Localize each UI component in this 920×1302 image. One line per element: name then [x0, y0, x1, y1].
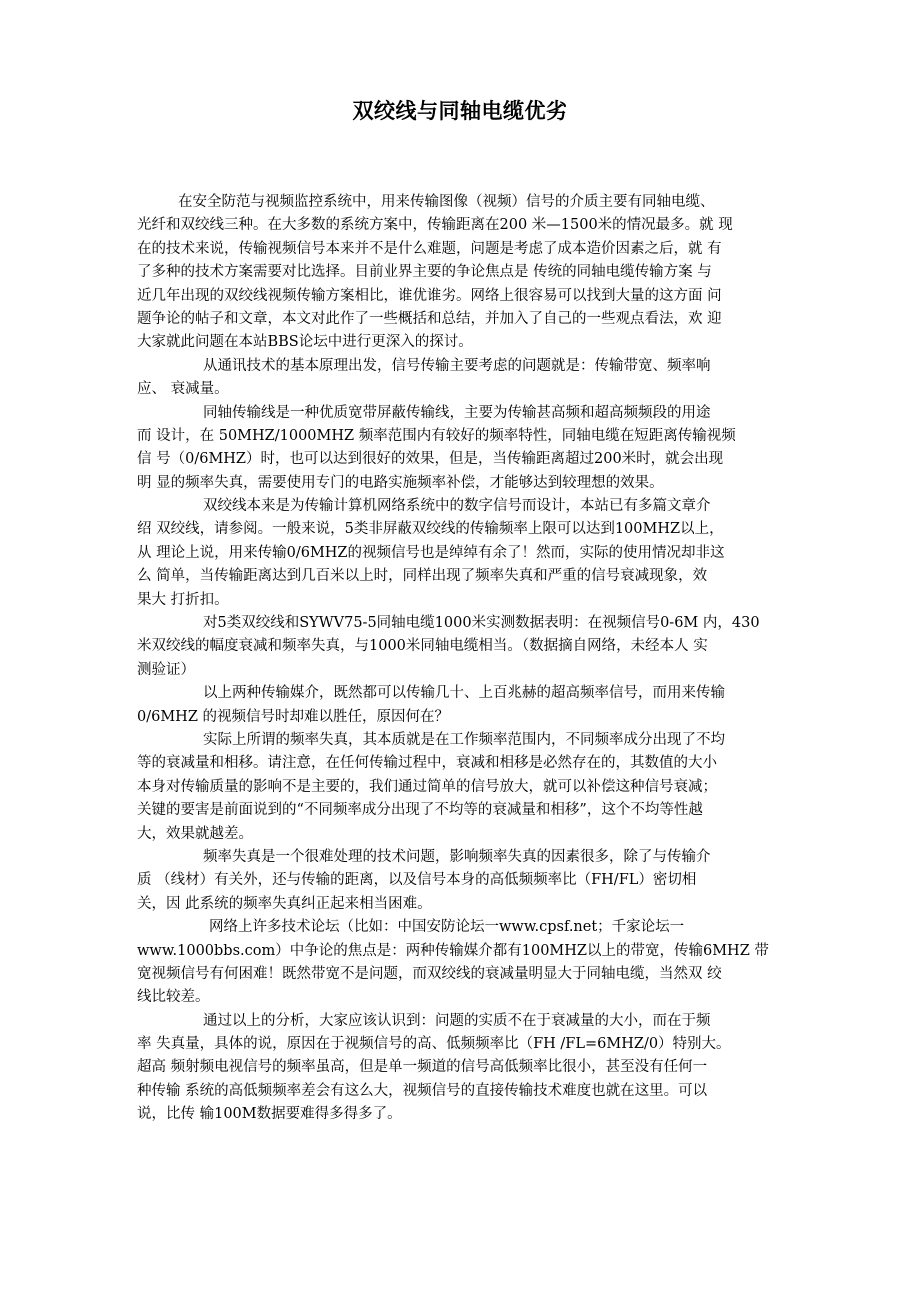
text-line: 同轴传输线是一种优质宽带屏蔽传输线，主要为传输甚高频和超高频频段的用途 — [203, 404, 711, 421]
text-line: 近几年出现的双绞线视频传输方案相比，谁优谁劣。网络上很容易可以找到大量的这方面 问 — [137, 287, 722, 304]
text-line: 在的技术来说，传输视频信号本来并不是什么难题，问题是考虑了成本造价因素之后，就 有 — [137, 240, 722, 257]
text-line: 通过以上的分析，大家应该认识到：问题的实质不在于衰减量的大小，而在于频 — [203, 1012, 711, 1029]
text-line: 说，比传 输100M数据要难得多得多了。 — [137, 1106, 402, 1123]
paragraph-twisted-pair — [137, 495, 799, 612]
paragraph-question — [137, 682, 799, 729]
text-line: 在安全防范与视频监控系统中，用来传输图像（视频）信号的介质主要有同轴电缆、 — [178, 194, 715, 210]
text-line: 光纤和双绞线三种。在大多数的系统方案中，传输距离在200 米—1500米的情况最多。就 现 — [137, 217, 733, 234]
text-line: 大家就此问题在本站BBS论坛中进行更深入的探讨。 — [137, 334, 473, 351]
text-line: 从通讯技术的基本原理出发，信号传输主要考虑的问题就是：传输带宽、频率响 — [203, 357, 711, 374]
text-line: 明 显的频率失真，需要使用专门的电路实施频率补偿，才能够达到较理想的效果。 — [137, 474, 664, 491]
text-line: 关键的要害是前面说到的“不同频率成分出现了不均等的衰减量和相移”，这个不均等性越 — [137, 802, 703, 819]
text-line: 质 （线材）有关外，还与传输的距离，以及信号本身的高低频频率比（FH/FL）密切相 — [137, 872, 697, 889]
text-line: 信 号（0/6MHZ）时，也可以达到很好的效果，但是，当传输距离超过200米时，就会出现 — [137, 451, 724, 468]
text-line: 测验证） — [137, 661, 195, 678]
text-line: 率 失真量，具体的说，原因在于视频信号的高、低频频率比（FH /FL=6MHZ/0）特别大。 — [137, 1036, 731, 1053]
paragraph-principles — [137, 355, 799, 402]
text-line: 从 理论上说，用来传输0/6MHZ的视频信号也是绰绰有余了！然而，实际的使用情况却非这 — [137, 544, 725, 561]
text-line: 网络上许多技术论坛（比如：中国安防论坛一www.cpsf.net；千家论坛一 — [209, 919, 685, 936]
paragraph-coax — [137, 402, 799, 496]
document-title: 双绞线与同轴电缆优劣 — [352, 98, 568, 123]
text-line: 双绞线本来是为传输计算机网络系统中的数字信号而设计，本站已有多篇文章介 — [203, 498, 711, 515]
paragraph-intro — [137, 191, 799, 355]
paragraph-distortion — [137, 729, 799, 846]
text-line: 了多种的技术方案需要对比选择。目前业界主要的争论焦点是 传统的同轴电缆传输方案 与 — [137, 264, 712, 281]
text-line: www.1000bbs.com）中争论的焦点是：两种传输媒介都有100MHZ以上的带宽，传输6MHZ 带 — [137, 942, 769, 959]
text-line: 宽视频信号有何困难！既然带宽不是问题，而双绞线的衰减量明显大于同轴电缆，当然双 绞 — [137, 965, 722, 982]
text-line: 种传输 系统的高低频频率差会有这么大，视频信号的直接传输技术难度也就在这里。可以 — [137, 1082, 708, 1099]
text-line: 关，因 此系统的频率失真纠正起来相当困难。 — [137, 895, 432, 912]
text-line: 绍 双绞线，请参阅。一般来说，5类非屏蔽双绞线的传输频率上限可以达到100MHZ以上， — [137, 521, 724, 538]
text-line: 果大 打折扣。 — [137, 591, 229, 608]
text-line: 题争论的帖子和文章，本文对此作了一些概括和总结，并加入了自己的一些观点看法，欢 迎 — [137, 310, 722, 327]
text-line: 实际上所谓的频率失真，其本质就是在工作频率范围内，不同频率成分出现了不均 — [203, 731, 725, 748]
text-line: 以上两种传输媒介，既然都可以传输几十、上百兆赫的超高频率信号，而用来传输 — [203, 685, 725, 702]
text-line: 么 简单，当传输距离达到几百米以上时，同样出现了频率失真和严重的信号衰减现象，效 — [137, 568, 708, 585]
text-line: 对5类双绞线和SYWV75-5同轴电缆1000米实测数据表明：在视频信号0-6M 内，430 — [203, 615, 760, 632]
text-line: 大，效果就越差。 — [137, 825, 253, 842]
text-line: 等的衰减量和相移。请注意，在任何传输过程中，衰减和相移是必然存在的，其数值的大小 — [137, 755, 717, 772]
text-line: 本身对传输质量的影响不是主要的，我们通过简单的信号放大，就可以补偿这种信号衰减； — [137, 778, 717, 795]
text-line: 0/6MHZ 的视频信号时却难以胜任，原因何在？ — [137, 708, 450, 725]
text-line: 超高 频射频电视信号的频率虽高，但是单一频道的信号高低频率比很小，甚至没有任何一 — [137, 1059, 708, 1076]
paragraph-measurement — [137, 612, 799, 682]
document-body — [137, 191, 799, 1127]
text-line: 频率失真是一个很难处理的技术问题，影响频率失真的因素很多，除了与传输介 — [203, 848, 711, 865]
paragraph-difficulty — [137, 846, 799, 916]
text-line: 米双绞线的幅度衰减和频率失真，与1000米同轴电缆相当。（数据摘自网络，未经本人 实 — [137, 638, 708, 655]
paragraph-forums — [137, 916, 799, 1010]
text-line: 应、 衰减量。 — [137, 381, 229, 398]
text-line: 而 设计，在 50MHZ/1000MHZ 频率范围内有较好的频率特性，同轴电缆在短距离传输视频 — [137, 427, 736, 444]
paragraph-conclusion — [137, 1010, 799, 1127]
text-line: 线比较差。 — [137, 989, 210, 1006]
